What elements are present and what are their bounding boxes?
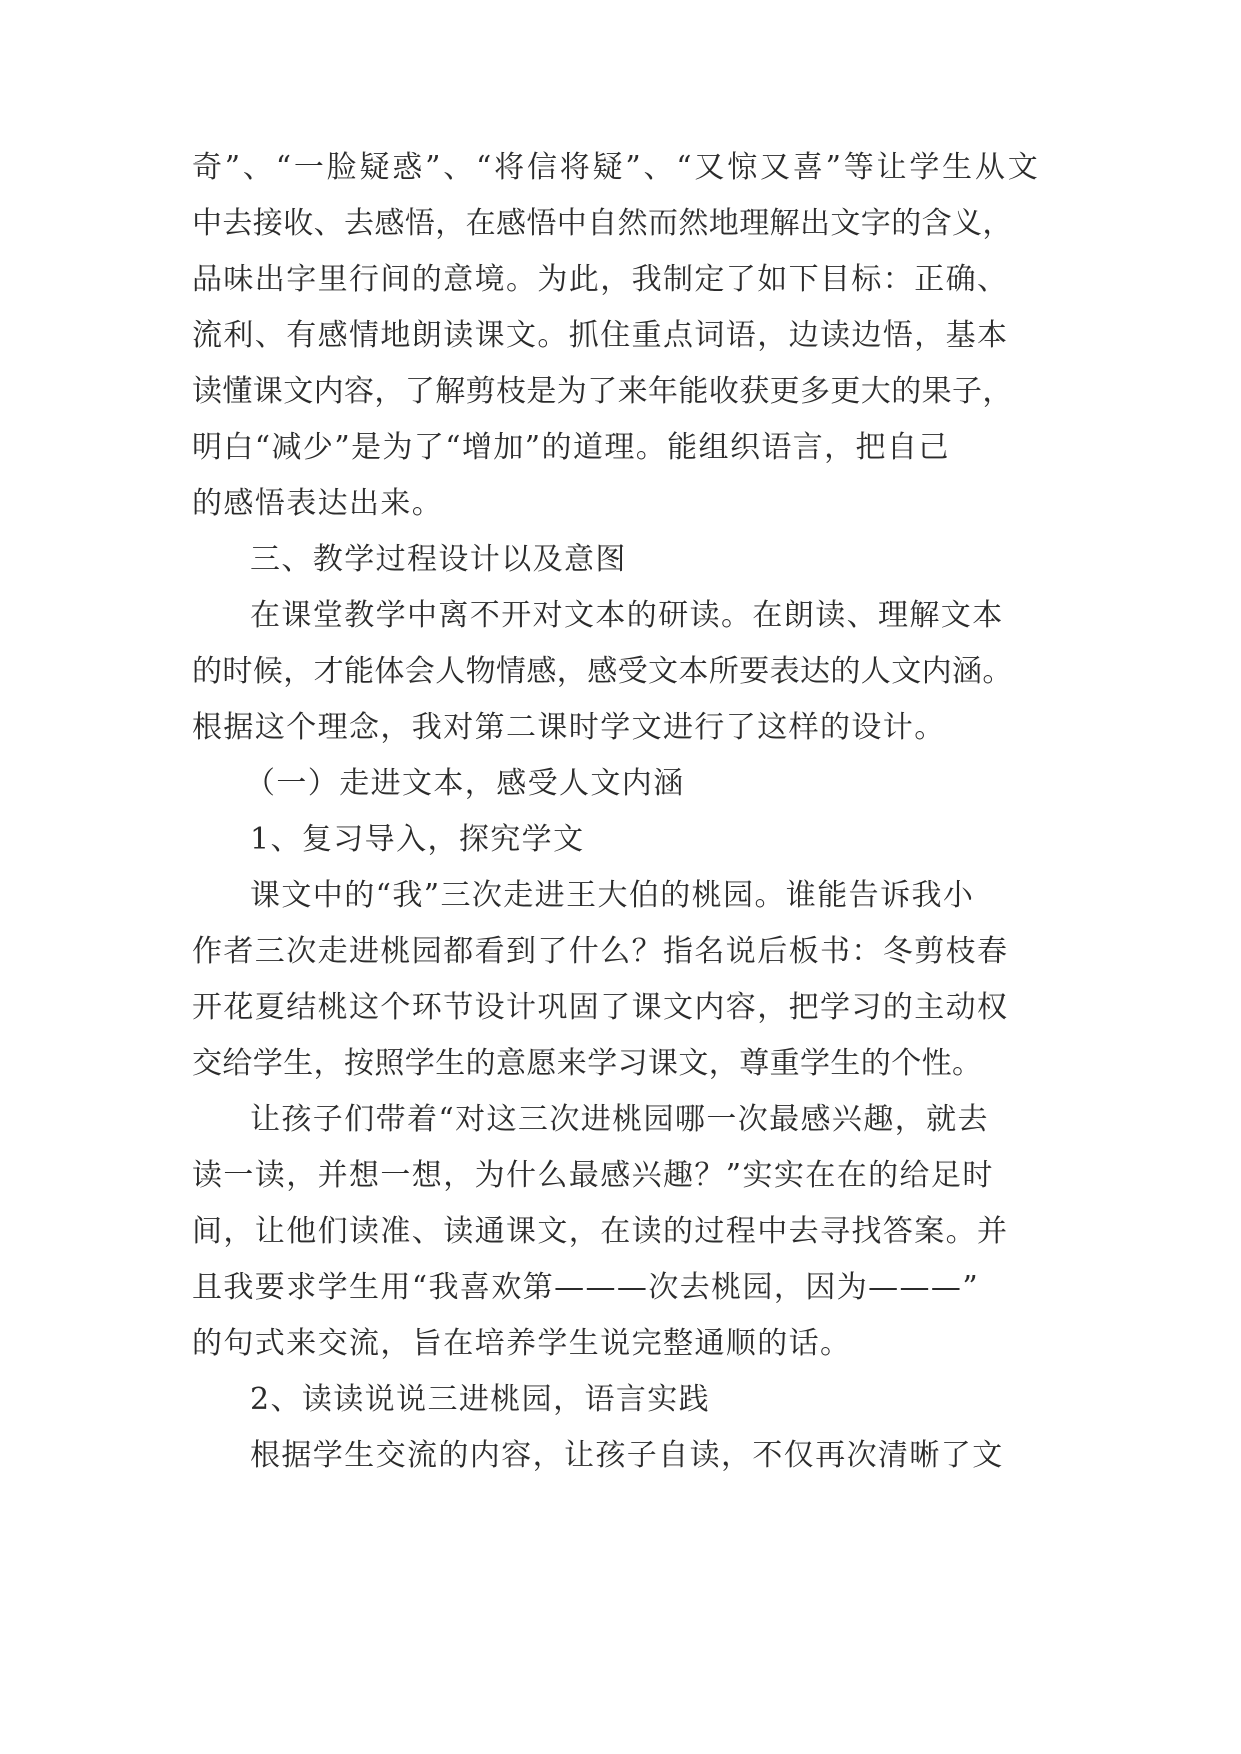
text-line: 交给学生，按照学生的意愿来学习课文，尊重学生的个性。 bbox=[192, 1046, 983, 1081]
text-line: 读懂课文内容，了解剪枝是为了来年能收获更多更大的果子， bbox=[192, 374, 1013, 409]
text-line: 品味出字里行间的意境。为此，我制定了如下目标：正确、 bbox=[192, 262, 1009, 297]
item-heading: 2、读读说说三进桃园，语言实践 bbox=[250, 1382, 711, 1417]
text-line: 开花夏结桃这个环节设计巩固了课文内容，把学习的主动权 bbox=[192, 990, 1009, 1025]
text-line: 明白“减少”是为了“增加”的道理。能组织语言，把自己 bbox=[192, 430, 950, 465]
text-line: 读一读，并想一想，为什么最感兴趣？”实实在在的给足时 bbox=[192, 1158, 994, 1193]
text-line: 在课堂教学中离不开对文本的研读。在朗读、理解文本 bbox=[250, 598, 1004, 633]
text-line: 流利、有感情地朗读课文。抓住重点词语，边读边悟，基本 bbox=[192, 318, 1009, 353]
text-line: 根据这个理念，我对第二课时学文进行了这样的设计。 bbox=[192, 710, 946, 745]
text-line: 让孩子们带着“对这三次进桃园哪一次最感兴趣，就去 bbox=[250, 1102, 989, 1137]
text-line: 的时候，才能体会人物情感，感受文本所要表达的人文内涵。 bbox=[192, 654, 1013, 689]
text-line: 的句式来交流，旨在培养学生说完整通顺的话。 bbox=[192, 1326, 852, 1361]
subsection-heading: （一）走进文本，感受人文内涵 bbox=[245, 766, 685, 801]
text-line: 的感悟表达出来。 bbox=[192, 486, 444, 521]
item-heading: 1、复习导入，探究学文 bbox=[250, 822, 585, 857]
text-line: 课文中的“我”三次走进王大伯的桃园。谁能告诉我小 bbox=[250, 878, 975, 913]
text-line: 且我要求学生用“我喜欢第———次去桃园，因为———” bbox=[192, 1270, 980, 1305]
text-line: 作者三次走进桃园都看到了什么？指名说后板书：冬剪枝春 bbox=[192, 934, 1009, 969]
text-line: 间，让他们读准、读通课文，在读的过程中去寻找答案。并 bbox=[192, 1214, 1009, 1249]
text-line: 奇”、“一脸疑惑”、“将信将疑”、“又惊又喜”等让学生从文 bbox=[192, 150, 1041, 185]
text-line: 根据学生交流的内容，让孩子自读，不仅再次清晰了文 bbox=[250, 1438, 1004, 1473]
text-line: 中去接收、去感悟，在感悟中自然而然地理解出文字的含义， bbox=[192, 206, 1013, 241]
section-heading: 三、教学过程设计以及意图 bbox=[250, 542, 627, 577]
